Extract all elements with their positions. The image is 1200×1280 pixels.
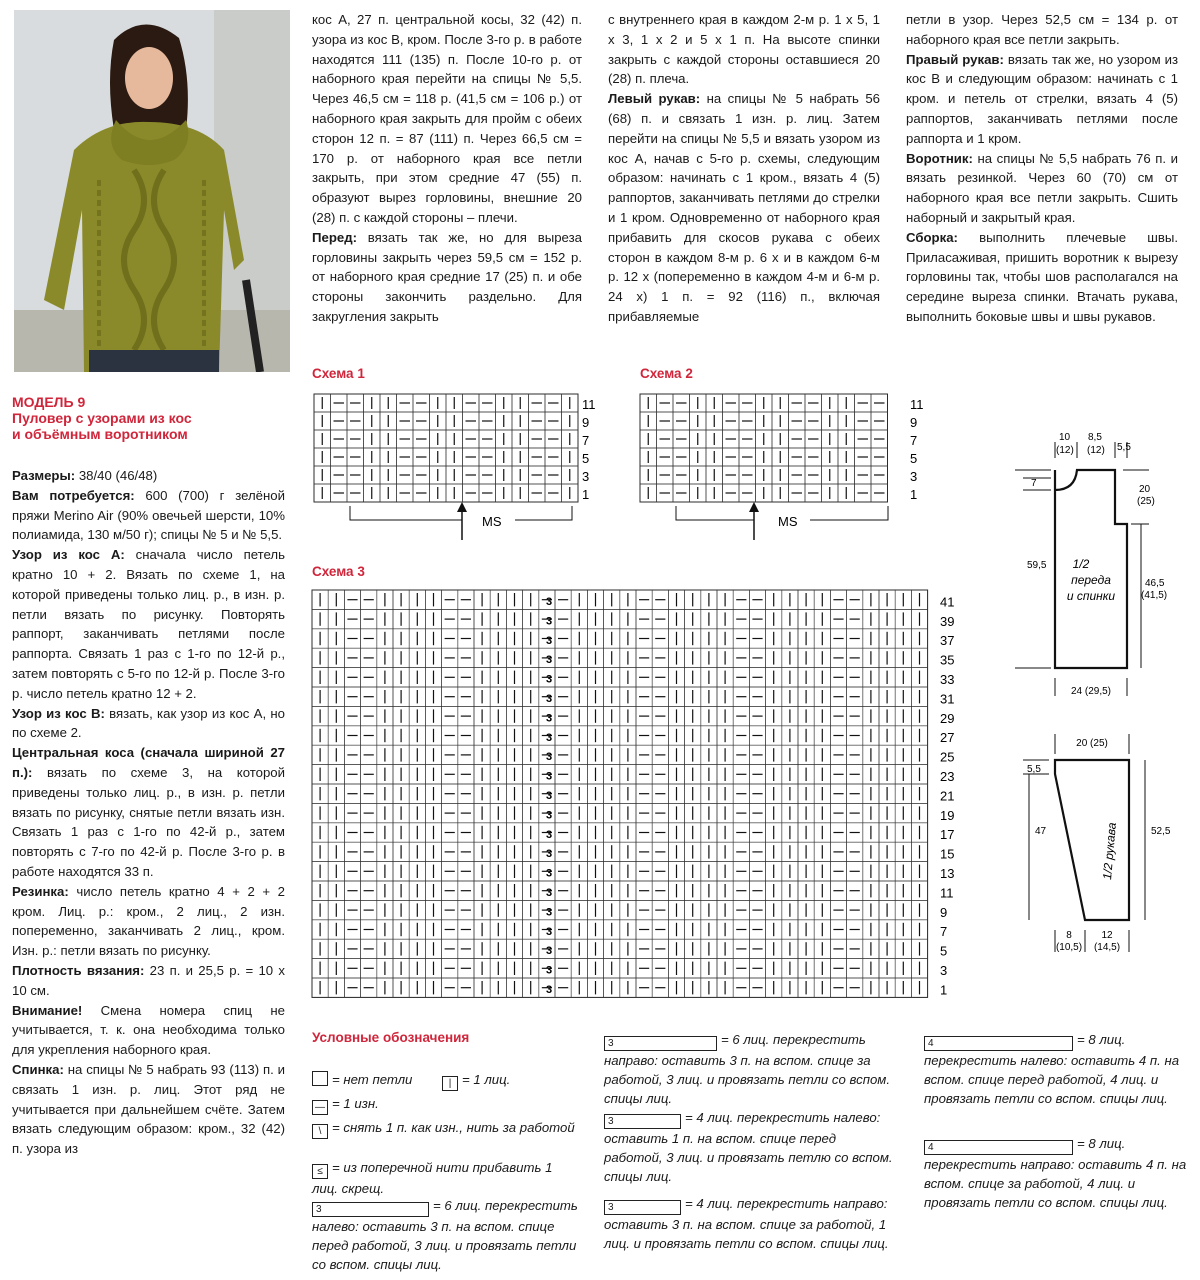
svg-text:46,5: 46,5 bbox=[1145, 578, 1165, 589]
scheme-3-cable-mark: 3 bbox=[546, 906, 553, 919]
svg-text:(25): (25) bbox=[1137, 496, 1155, 507]
legend-cable-8-left: 4 = 8 лиц. перекрестить налево: оставить 4 п. на вспом. спице перед работой, 4 лиц. и провязать петли со вспом. спицы лиц. bbox=[924, 1032, 1180, 1106]
cable-8-right-symbol: 4 bbox=[924, 1140, 1073, 1155]
scheme-3-title: Схема 3 bbox=[312, 564, 365, 579]
scheme-3-cable-mark: 3 bbox=[546, 848, 553, 861]
knit-symbol: | bbox=[442, 1076, 458, 1091]
svg-text:(41,5): (41,5) bbox=[1141, 590, 1168, 601]
scheme-3-cable-mark: 3 bbox=[546, 654, 553, 667]
scheme-2-ms-label: MS bbox=[778, 514, 798, 529]
scheme-3-cable-mark: 3 bbox=[546, 925, 553, 938]
scheme-1-grid bbox=[310, 388, 610, 548]
legend-title: Условные обозначения bbox=[312, 1030, 470, 1045]
scheme-2-row-label: 7 bbox=[910, 433, 918, 448]
legend-cable-8-right: 4 = 8 лиц. перекрестить направо: оставить 4 п. на вспом. спице за работой, 4 лиц. и провязать петли со вспом. спицы лиц. bbox=[924, 1136, 1187, 1210]
svg-text:20: 20 bbox=[1139, 484, 1151, 495]
scheme-2-row-label: 1 bbox=[910, 487, 918, 502]
scheme-3-cable-mark: 3 bbox=[546, 770, 553, 783]
cable-4-right-symbol: 3 bbox=[604, 1200, 681, 1215]
scheme-2-title: Схема 2 bbox=[640, 366, 693, 381]
scheme-2-grid bbox=[638, 388, 938, 548]
scheme-3-cable-mark: 3 bbox=[546, 964, 553, 977]
scheme-3-cable-mark: 3 bbox=[546, 634, 553, 647]
scheme-3-cable-mark: 3 bbox=[546, 596, 553, 608]
svg-text:52,5: 52,5 bbox=[1151, 826, 1171, 837]
scheme-2-row-label: 11 bbox=[910, 397, 924, 412]
scheme-3-row-label: 17 bbox=[940, 827, 955, 843]
scheme-1-row-label: 9 bbox=[582, 415, 590, 430]
scheme-3-cable-mark: 3 bbox=[546, 809, 553, 822]
scheme-3-row-label: 37 bbox=[940, 633, 955, 649]
column-3-text: с внутреннего края в каждом 2-м р. 1 х 5, 1 х 3, 1 х 2 и 5 х 1 п. На высоте спинки закрыть с каждой стороны оставшиеся 20 (28) п. плеча. Левый рукав: на спицы № 5 набрать 56 (68) п. и связать 1 изн. р. лиц. Затем перейти на спицы № 5,5 и вязать узором из кос А, начав с 5-го р. схемы, следующим образом: начинать с 1 кром., вязать 4 (5) раппортов, заканчивать петлями до стрелки и 1 кром. Одновременно от наборного края прибавить для скосов рукава с обеих сторон в каждом 8-м р. 6 х и в каждом 6-м р. 12 х (попеременно в каждом 4-м и 6-м р. 24 х) 1 п. = 92 (116) п., включая прибавляемые bbox=[608, 12, 880, 324]
cable-4-left-symbol: 3 bbox=[604, 1114, 681, 1129]
column-4-text: петли в узор. Через 52,5 см = 134 р. от наборного края все петли закрыть. Правый рукав: вязать так же, но узором из кос В и следующим образом: начинать с 1 кром. и петель от стрелки, вязать 4 (5) раппортов, заканчивать петлями после раппорта и 1 кром. Воротник: на спицы № 5,5 набрать 76 п. и вязать резинкой. Через 60 (70) см от наборного края все петли закрыть. Сшить наборный и закрытый края. Сборка: выполнить плечевые швы. Приласаживая, пришить воротник к вырезу горловины так, чтобы шов располагался на середине выреза спинки. Втачать рукава, выполнить боковые швы и швы рукавов. bbox=[906, 12, 1178, 324]
svg-text:(12): (12) bbox=[1087, 445, 1105, 456]
scheme-3-row-label: 9 bbox=[940, 904, 948, 920]
scheme-3-row-label: 1 bbox=[940, 982, 948, 998]
scheme-1-title: Схема 1 bbox=[312, 366, 365, 381]
scheme-3-cable-mark: 3 bbox=[546, 867, 553, 880]
scheme-3-row-label: 25 bbox=[940, 749, 955, 765]
cable-6-right-symbol: 3 bbox=[604, 1036, 717, 1051]
sleeve-pattern-diagram bbox=[1015, 730, 1195, 960]
legend-knit: | = 1 лиц. bbox=[442, 1070, 582, 1091]
scheme-3-grid bbox=[310, 588, 970, 998]
scheme-3-row-label: 7 bbox=[940, 924, 948, 940]
scheme-3-cable-mark: 3 bbox=[546, 731, 553, 744]
scheme-3-row-label: 41 bbox=[940, 594, 955, 610]
svg-text:(10,5): (10,5) bbox=[1055, 942, 1083, 953]
scheme-3-row-label: 35 bbox=[940, 652, 955, 668]
svg-text:(12): (12) bbox=[1056, 445, 1074, 456]
svg-text:5,5: 5,5 bbox=[1117, 442, 1131, 453]
scheme-3-row-label: 15 bbox=[940, 846, 955, 862]
scheme-1-row-label: 1 bbox=[582, 487, 590, 502]
svg-text:и спинки: и спинки bbox=[1066, 589, 1116, 603]
svg-text:7: 7 bbox=[1031, 478, 1037, 489]
svg-text:59,5: 59,5 bbox=[1027, 560, 1047, 571]
scheme-3-row-label: 19 bbox=[940, 807, 955, 823]
body-pattern-diagram bbox=[1015, 428, 1195, 708]
cable-8-left-symbol: 4 bbox=[924, 1036, 1073, 1051]
scheme-3-row-label: 29 bbox=[940, 710, 955, 726]
scheme-3-row-label: 27 bbox=[940, 730, 955, 746]
increase-symbol: ≤ bbox=[312, 1164, 328, 1179]
scheme-3-cable-mark: 3 bbox=[546, 712, 553, 725]
scheme-3-cable-mark: 3 bbox=[546, 615, 553, 628]
scheme-3-cable-mark: 3 bbox=[546, 828, 553, 841]
scheme-3-cable-mark: 3 bbox=[546, 751, 553, 764]
scheme-1-row-label: 11 bbox=[582, 397, 596, 412]
legend-purl: — = 1 изн. bbox=[312, 1094, 582, 1115]
model-title-line-2: и объёмным воротником bbox=[12, 426, 188, 442]
scheme-3-cable-mark: 3 bbox=[546, 673, 553, 686]
scheme-3-row-label: 33 bbox=[940, 672, 955, 687]
scheme-3-row-label: 5 bbox=[940, 943, 948, 959]
svg-text:5,5: 5,5 bbox=[1027, 764, 1041, 775]
legend-increase: ≤ = из поперечной нити прибавить 1 лиц. скрещ. bbox=[312, 1160, 553, 1196]
scheme-3-row-label: 3 bbox=[940, 963, 948, 978]
scheme-3-row-label: 39 bbox=[940, 613, 955, 629]
scheme-3-row-label: 31 bbox=[940, 691, 955, 707]
scheme-3-cable-mark: 3 bbox=[546, 693, 553, 705]
scheme-3-row-label: 23 bbox=[940, 769, 955, 784]
scheme-1-ms-label: MS bbox=[482, 514, 502, 529]
scheme-3-row-label: 13 bbox=[940, 866, 955, 881]
svg-text:8,5: 8,5 bbox=[1088, 432, 1102, 443]
scheme-1-row-label: 3 bbox=[582, 469, 590, 484]
legend-cable-4-left: 3 = 4 лиц. перекрестить налево: оставить 1 п. на вспом. спице перед работой, 3 лиц. и провязать петлю со вспом. спицы лиц. bbox=[604, 1110, 893, 1184]
scheme-3-row-label: 11 bbox=[940, 885, 954, 901]
svg-text:12: 12 bbox=[1101, 930, 1113, 941]
scheme-2-row-label: 5 bbox=[910, 451, 918, 466]
legend-cable-6-left: 3 = 6 лиц. перекрестить налево: оставить 3 п. на вспом. спице перед работой, 3 лиц. и провязать петли со вспом. спицы лиц. bbox=[312, 1198, 578, 1272]
scheme-3-cable-mark: 3 bbox=[546, 887, 553, 899]
svg-text:10: 10 bbox=[1059, 432, 1071, 443]
purl-symbol: — bbox=[312, 1100, 328, 1115]
legend-cable-6-right: 3 = 6 лиц. перекрестить направо: оставить 3 п. на вспом. спице за работой, 3 лиц. и провязать петли со вспом. спицы лиц. bbox=[604, 1032, 891, 1106]
scheme-1-row-label: 7 bbox=[582, 433, 590, 448]
svg-text:24 (29,5): 24 (29,5) bbox=[1070, 686, 1112, 697]
svg-text:переда: переда bbox=[1071, 573, 1111, 587]
scheme-1-row-label: 5 bbox=[582, 451, 590, 466]
slip-symbol: \ bbox=[312, 1124, 328, 1139]
model-photo bbox=[14, 10, 290, 372]
scheme-3-cable-mark: 3 bbox=[546, 984, 553, 996]
svg-text:1/2: 1/2 bbox=[1072, 557, 1090, 571]
model-label: МОДЕЛЬ 9 bbox=[12, 394, 86, 410]
cable-6-left-symbol: 3 bbox=[312, 1202, 429, 1217]
svg-text:8: 8 bbox=[1066, 930, 1072, 941]
column-2-text: кос А, 27 п. центральной косы, 32 (42) п. узора из кос В, кром. После 3-го р. в работе находятся 111 (135) п. После 10-го р. от наборного края перейти на спицы № 5,5. Через 46,5 см = 118 р. (41,5 см = 106 р.) от наборного края закрыть для пройм с обеих сторон 12 п. = 87 (111) п. Через 66,5 см = 170 р. от наборного края все петли закрыть, при этом средние 47 (55) п. образуют вырез горловины, внешние 20 (28) п. с каждой стороны – плечи. Перед: вязать так же, но для выреза горловины закрыть через 59,5 см = 152 р. от наборного края средние 17 (25) п. и обе стороны закончить раздельно. Для закругления закрыть bbox=[312, 12, 582, 324]
legend-empty: = нет петли bbox=[312, 1070, 452, 1089]
svg-text:20 (25): 20 (25) bbox=[1076, 738, 1108, 749]
scheme-3-cable-mark: 3 bbox=[546, 790, 553, 802]
legend-cable-4-right: 3 = 4 лиц. перекрестить направо: оставить 3 п. на вспом. спице за работой, 1 лиц. и провязать петли со вспом. спицы лиц. bbox=[604, 1196, 889, 1251]
scheme-2-row-label: 3 bbox=[910, 469, 918, 484]
legend-slip: \ = снять 1 п. как изн., нить за работой bbox=[312, 1118, 582, 1139]
svg-text:1/2 рукава: 1/2 рукава bbox=[1100, 821, 1119, 881]
svg-text:(14,5): (14,5) bbox=[1093, 942, 1121, 953]
svg-text:47: 47 bbox=[1035, 826, 1047, 837]
scheme-2-row-label: 9 bbox=[910, 415, 918, 430]
empty-symbol bbox=[312, 1071, 328, 1086]
scheme-3-cable-mark: 3 bbox=[546, 945, 553, 958]
left-column-text: Размеры: 38/40 (46/48) Вам потребуется: 600 (700) г зелёной пряжи Merino Air (90% овечьей шерсти, 10% полиамида, 130 м/50 г); спицы № 5 и № 5,5. Узор из кос А: сначала число петель кратно 10 + 2. Вязать по схеме 1, на которой приведены только лиц. р., в изн. р. петли вязать по рисунку. Повторять раппорт, заканчивать петлями после раппорта. Связать 1 раз с 1-го по 12-й р., затем повторять с 5-го по 12-й р. После 3-го р. число петель кратно 12 + 2. Узор из кос В: вязать, как узор из кос А, но по схеме 2. Центральная коса (сначала шириной 27 п.): вязать по схеме 3, на которой приведены только лиц. р., в изн. р. петли вязать по рисунку, снятые петли вязать изн. Связать 1 раз с 1-го по 42-й р., затем повторять с 7-го по 42-й р. После 3-го р. в работе находятся 33 п. Резинка: число петель кратно 4 + 2 + 2 кром. Лиц. р.: кром., 2 лиц., 2 изн. попеременно, заканчивать 2 лиц., кром. Изн. р.: петли вязать по рисунку. Плотность вязания: 23 п. и 25,5 р. = 10 х 10 см. Внимание! Смена номера спиц не учитывается, т. к. она необходима только для укрепления наборного края. Спинка: на спицы № 5 набрать 93 (113) п. и связать 1 изн. р. лиц. Этот ряд не учитывается при дальнейшем счёте. Затем вязать следующим образом: кром., 32 (42) п. узора из bbox=[12, 468, 286, 1157]
model-title-line-1: Пуловер с узорами из кос bbox=[12, 410, 192, 426]
scheme-3-row-label: 21 bbox=[940, 788, 955, 804]
